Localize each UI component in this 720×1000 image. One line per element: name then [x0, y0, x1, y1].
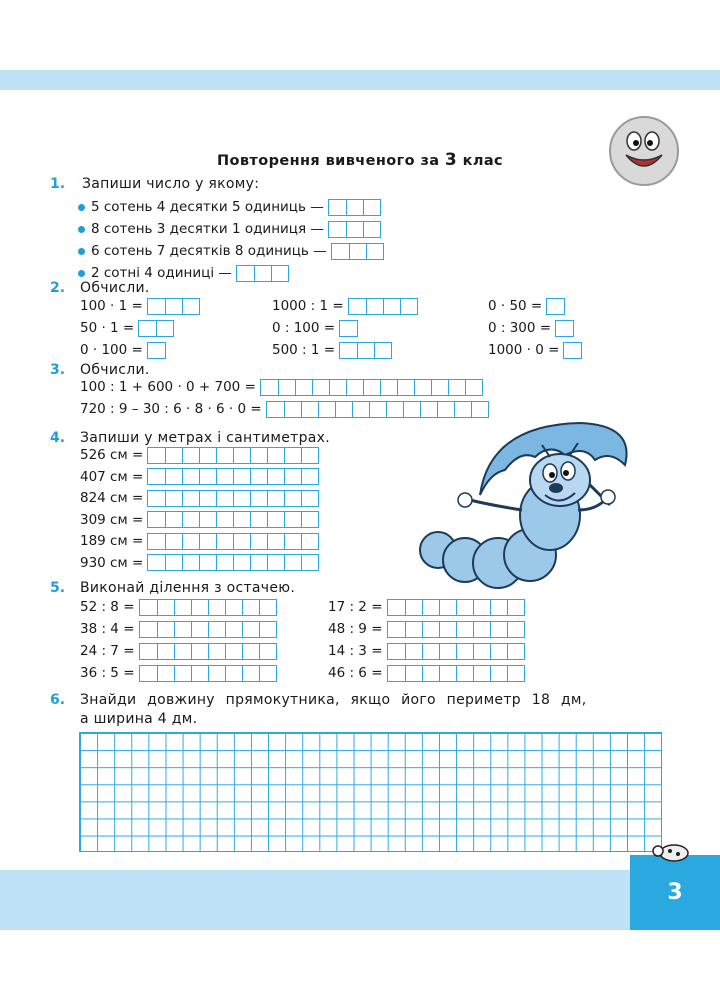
ladybug-icon [648, 840, 692, 862]
answer-boxes[interactable] [147, 342, 166, 359]
answer-cell[interactable] [363, 380, 380, 395]
answer-cell[interactable] [473, 666, 490, 681]
answer-boxes[interactable] [563, 342, 582, 359]
task-4-item [80, 532, 319, 550]
answer-cell[interactable] [439, 666, 456, 681]
answer-boxes[interactable] [328, 221, 381, 238]
answer-cell[interactable] [182, 555, 199, 570]
answer-cell[interactable] [148, 299, 165, 314]
answer-cell[interactable] [284, 491, 301, 506]
task-2-prompt: Обчисли. [80, 280, 150, 296]
answer-cell[interactable] [233, 469, 250, 484]
task-5-item [80, 598, 277, 616]
answer-cell[interactable] [301, 448, 318, 463]
answer-cell[interactable] [233, 534, 250, 549]
answer-cell[interactable] [556, 321, 573, 336]
answer-cell[interactable] [182, 299, 199, 314]
answer-cell[interactable] [439, 644, 456, 659]
answer-cell[interactable] [250, 555, 267, 570]
task-4-item [80, 511, 319, 529]
bullet-icon [78, 226, 85, 233]
answer-cell[interactable] [140, 666, 157, 681]
answer-cell[interactable] [225, 622, 242, 637]
answer-cell[interactable] [366, 244, 383, 259]
answer-cell[interactable] [216, 555, 233, 570]
expression-text: 309 см = [80, 511, 144, 528]
answer-cell[interactable] [216, 491, 233, 506]
answer-boxes[interactable] [139, 665, 277, 682]
answer-cell[interactable] [199, 469, 216, 484]
task-1-prompt: Запиши число у якому: [82, 176, 260, 192]
answer-cell[interactable] [318, 402, 335, 417]
task-3-number: 3. [50, 362, 66, 378]
answer-cell[interactable] [284, 555, 301, 570]
answer-cell[interactable] [191, 600, 208, 615]
bullet-icon [78, 204, 85, 211]
answer-cell[interactable] [388, 622, 405, 637]
answer-cell[interactable] [216, 512, 233, 527]
expression-text: 1000 · 0 = [488, 342, 560, 358]
answer-cell[interactable] [507, 644, 524, 659]
answer-cell[interactable] [490, 622, 507, 637]
answer-cell[interactable] [456, 622, 473, 637]
answer-cell[interactable] [182, 469, 199, 484]
title-main: Повторення вивченого за [216, 153, 440, 169]
answer-cell[interactable] [369, 402, 386, 417]
answer-cell[interactable] [456, 644, 473, 659]
answer-cell[interactable] [301, 469, 318, 484]
expression-text: 14 : 3 = [328, 643, 383, 659]
expression-text: 48 : 9 = [328, 621, 383, 637]
answer-cell[interactable] [301, 512, 318, 527]
answer-cell[interactable] [216, 448, 233, 463]
answer-boxes[interactable] [348, 298, 418, 315]
answer-cell[interactable] [414, 380, 431, 395]
answer-cell[interactable] [182, 491, 199, 506]
answer-cell[interactable] [284, 534, 301, 549]
answer-cell[interactable] [165, 555, 182, 570]
answer-cell[interactable] [329, 222, 346, 237]
answer-cell[interactable] [374, 343, 391, 358]
answer-cell[interactable] [346, 200, 363, 215]
answer-boxes[interactable] [139, 599, 277, 616]
expression-text: 930 см = [80, 554, 144, 571]
answer-cell[interactable] [148, 512, 165, 527]
task-4-item [80, 554, 319, 572]
answer-cell[interactable] [349, 244, 366, 259]
expression-text: 526 см = [80, 447, 144, 463]
answer-cell[interactable] [388, 644, 405, 659]
answer-cell[interactable] [165, 534, 182, 549]
answer-cell[interactable] [363, 222, 380, 237]
expression-text: 5 сотень 4 десятки 5 одиниць — [91, 199, 324, 215]
answer-cell[interactable] [564, 343, 581, 358]
answer-cell[interactable] [225, 600, 242, 615]
answer-cell[interactable] [388, 666, 405, 681]
answer-cell[interactable] [439, 600, 456, 615]
answer-cell[interactable] [174, 622, 191, 637]
task-2-expression [272, 319, 358, 337]
answer-boxes[interactable] [260, 379, 483, 396]
answer-cell[interactable] [422, 600, 439, 615]
answer-cell[interactable] [165, 491, 182, 506]
answer-cell[interactable] [148, 555, 165, 570]
answer-cell[interactable] [383, 299, 400, 314]
answer-boxes[interactable] [331, 243, 384, 260]
task-5-item [80, 642, 277, 660]
answer-boxes[interactable] [147, 447, 319, 464]
answer-cell[interactable] [191, 644, 208, 659]
answer-cell[interactable] [473, 622, 490, 637]
caterpillar-umbrella-illustration [410, 415, 660, 600]
answer-cell[interactable] [261, 380, 278, 395]
answer-cell[interactable] [174, 666, 191, 681]
expression-text: 500 : 1 = [272, 342, 336, 358]
task-6-number: 6. [50, 692, 66, 708]
answer-cell[interactable] [490, 644, 507, 659]
answer-cell[interactable] [148, 469, 165, 484]
answer-cell[interactable] [182, 448, 199, 463]
answer-boxes[interactable] [555, 320, 574, 337]
answer-cell[interactable] [335, 402, 352, 417]
answer-cell[interactable] [422, 666, 439, 681]
answer-cell[interactable] [208, 644, 225, 659]
answer-boxes[interactable] [328, 199, 381, 216]
answer-cell[interactable] [233, 512, 250, 527]
answer-cell[interactable] [225, 666, 242, 681]
answer-cell[interactable] [507, 666, 524, 681]
task-2-number: 2. [50, 280, 66, 296]
expression-text: 824 см = [80, 490, 144, 506]
answer-cell[interactable] [242, 622, 259, 637]
answer-cell[interactable] [405, 644, 422, 659]
answer-cell[interactable] [547, 299, 564, 314]
answer-cell[interactable] [165, 512, 182, 527]
answer-cell[interactable] [400, 299, 417, 314]
answer-cell[interactable] [301, 402, 318, 417]
answer-cell[interactable] [259, 622, 276, 637]
task-1-item [78, 220, 381, 238]
answer-boxes[interactable] [139, 621, 277, 638]
answer-cell[interactable] [191, 666, 208, 681]
answer-cell[interactable] [490, 600, 507, 615]
answer-cell[interactable] [267, 469, 284, 484]
answer-cell[interactable] [157, 644, 174, 659]
task-3-prompt: Обчисли. [80, 362, 150, 378]
answer-cell[interactable] [148, 448, 165, 463]
answer-cell[interactable] [259, 600, 276, 615]
answer-cell[interactable] [340, 343, 357, 358]
answer-cell[interactable] [346, 380, 363, 395]
expression-text: 407 см = [80, 468, 144, 485]
answer-cell[interactable] [157, 600, 174, 615]
task-5-prompt: Виконай ділення з остачею. [80, 580, 296, 596]
answer-cell[interactable] [301, 555, 318, 570]
answer-cell[interactable] [233, 491, 250, 506]
answer-boxes[interactable] [236, 265, 289, 282]
expression-text: 0 : 100 = [272, 320, 336, 336]
answer-boxes[interactable] [387, 621, 525, 638]
task-2-expression [272, 297, 418, 315]
task-5-item [328, 620, 525, 638]
answer-cell[interactable] [140, 600, 157, 615]
expression-text: 1000 : 1 = [272, 298, 344, 314]
answer-cell[interactable] [250, 448, 267, 463]
answer-cell[interactable] [422, 622, 439, 637]
bullet-icon [78, 248, 85, 255]
answer-cell[interactable] [267, 512, 284, 527]
answer-cell[interactable] [284, 469, 301, 484]
answer-cell[interactable] [199, 512, 216, 527]
answer-cell[interactable] [284, 448, 301, 463]
answer-cell[interactable] [507, 622, 524, 637]
answer-cell[interactable] [140, 622, 157, 637]
answer-cell[interactable] [473, 600, 490, 615]
answer-cell[interactable] [267, 491, 284, 506]
answer-cell[interactable] [329, 380, 346, 395]
answer-cell[interactable] [250, 512, 267, 527]
answer-cell[interactable] [267, 534, 284, 549]
answer-cell[interactable] [284, 402, 301, 417]
answer-boxes[interactable] [147, 533, 319, 550]
answer-boxes[interactable] [147, 554, 319, 571]
answer-cell[interactable] [250, 469, 267, 484]
answer-cell[interactable] [332, 244, 349, 259]
answer-boxes[interactable] [138, 320, 174, 337]
answer-cell[interactable] [199, 448, 216, 463]
answer-cell[interactable] [490, 666, 507, 681]
bottom-band [0, 870, 720, 930]
expression-text: 720 : 9 – 30 : 6 · 8 · 6 · 0 = [80, 401, 262, 417]
task-5-item [80, 620, 277, 638]
title-tail: клас [462, 153, 504, 169]
answer-cell[interactable] [278, 380, 295, 395]
answer-cell[interactable] [140, 644, 157, 659]
expression-text: 100 · 1 = [80, 298, 143, 314]
answer-cell[interactable] [237, 266, 254, 281]
answer-cell[interactable] [242, 600, 259, 615]
answer-grid[interactable] [79, 732, 662, 852]
task-5-item [328, 598, 525, 616]
answer-cell[interactable] [456, 600, 473, 615]
answer-cell[interactable] [267, 555, 284, 570]
answer-cell[interactable] [405, 622, 422, 637]
answer-boxes[interactable] [147, 490, 319, 507]
answer-cell[interactable] [431, 380, 448, 395]
answer-cell[interactable] [157, 666, 174, 681]
task-2-expression [272, 341, 392, 359]
task-5-item [80, 664, 277, 682]
bullet-icon [78, 270, 85, 277]
expression-text: 24 : 7 = [80, 643, 135, 659]
answer-cell[interactable] [250, 491, 267, 506]
answer-boxes[interactable] [339, 342, 392, 359]
answer-cell[interactable] [349, 299, 366, 314]
answer-cell[interactable] [456, 666, 473, 681]
answer-cell[interactable] [507, 600, 524, 615]
task-4-item [80, 489, 319, 507]
answer-cell[interactable] [148, 343, 165, 358]
answer-cell[interactable] [405, 666, 422, 681]
answer-cell[interactable] [199, 555, 216, 570]
answer-cell[interactable] [439, 622, 456, 637]
answer-boxes[interactable] [387, 665, 525, 682]
expression-text: 6 сотень 7 десятків 8 одиниць — [91, 243, 327, 259]
expression-text: 46 : 6 = [328, 665, 383, 681]
answer-cell[interactable] [148, 534, 165, 549]
page-number: 3 [630, 855, 720, 930]
answer-cell[interactable] [182, 512, 199, 527]
expression-text: 0 · 100 = [80, 342, 143, 358]
expression-text: 17 : 2 = [328, 599, 383, 615]
answer-cell[interactable] [191, 622, 208, 637]
answer-cell[interactable] [465, 380, 482, 395]
answer-cell[interactable] [295, 380, 312, 395]
answer-boxes[interactable] [387, 599, 525, 616]
task-2-expression [80, 297, 200, 315]
answer-cell[interactable] [397, 380, 414, 395]
answer-cell[interactable] [157, 622, 174, 637]
task-2-expression [80, 319, 174, 337]
answer-cell[interactable] [208, 622, 225, 637]
answer-cell[interactable] [242, 644, 259, 659]
answer-cell[interactable] [199, 534, 216, 549]
answer-cell[interactable] [208, 600, 225, 615]
task-1-item [78, 198, 381, 216]
answer-cell[interactable] [225, 644, 242, 659]
answer-cell[interactable] [271, 266, 288, 281]
expression-text: 52 : 8 = [80, 599, 135, 615]
answer-cell[interactable] [329, 200, 346, 215]
answer-cell[interactable] [165, 448, 182, 463]
answer-cell[interactable] [182, 534, 199, 549]
answer-boxes[interactable] [139, 643, 277, 660]
expression-text: 2 сотні 4 одиниці — [91, 265, 232, 281]
answer-cell[interactable] [165, 299, 182, 314]
task-3-expression [80, 378, 483, 396]
answer-cell[interactable] [216, 534, 233, 549]
expression-text: 189 см = [80, 533, 144, 549]
answer-cell[interactable] [363, 200, 380, 215]
answer-cell[interactable] [199, 491, 216, 506]
page-title [0, 150, 720, 170]
task-2-expression [488, 341, 582, 359]
answer-cell[interactable] [259, 666, 276, 681]
answer-cell[interactable] [156, 321, 173, 336]
answer-boxes[interactable] [147, 298, 200, 315]
answer-cell[interactable] [448, 380, 465, 395]
answer-boxes[interactable] [546, 298, 565, 315]
answer-cell[interactable] [352, 402, 369, 417]
answer-cell[interactable] [380, 380, 397, 395]
answer-cell[interactable] [346, 222, 363, 237]
answer-cell[interactable] [357, 343, 374, 358]
answer-boxes[interactable] [147, 468, 319, 485]
answer-cell[interactable] [267, 448, 284, 463]
task-6-line-2: а ширина 4 дм. [80, 711, 198, 727]
task-4-prompt: Запиши у метрах і сантиметрах. [80, 430, 330, 446]
expression-text: 0 : 300 = [488, 320, 552, 336]
answer-cell[interactable] [242, 666, 259, 681]
expression-text: 0 · 50 = [488, 298, 543, 314]
answer-cell[interactable] [148, 491, 165, 506]
task-6-line-1: Знайди довжину прямокутника, якщо його периметр 18 дм, [80, 692, 587, 708]
expression-text: 100 : 1 + 600 · 0 + 700 = [80, 379, 256, 395]
answer-cell[interactable] [174, 644, 191, 659]
answer-cell[interactable] [340, 321, 357, 336]
title-number: 3 [444, 150, 458, 170]
answer-cell[interactable] [301, 534, 318, 549]
task-2-expression [488, 297, 565, 315]
answer-cell[interactable] [473, 644, 490, 659]
task-4-number: 4. [50, 430, 66, 446]
answer-cell[interactable] [139, 321, 156, 336]
answer-cell[interactable] [165, 469, 182, 484]
answer-boxes[interactable] [339, 320, 358, 337]
task-2-expression [488, 319, 574, 337]
task-1-number: 1. [50, 176, 66, 192]
expression-text: 36 : 5 = [80, 665, 135, 681]
task-4-item [80, 446, 319, 464]
answer-cell[interactable] [208, 666, 225, 681]
answer-cell[interactable] [259, 644, 276, 659]
expression-text: 50 · 1 = [80, 320, 135, 336]
task-2-expression [80, 341, 166, 359]
answer-cell[interactable] [284, 512, 301, 527]
answer-boxes[interactable] [147, 511, 319, 528]
answer-cell[interactable] [267, 402, 284, 417]
answer-cell[interactable] [233, 448, 250, 463]
answer-cell[interactable] [312, 380, 329, 395]
answer-cell[interactable] [174, 600, 191, 615]
answer-cell[interactable] [386, 402, 403, 417]
answer-cell[interactable] [405, 600, 422, 615]
answer-cell[interactable] [422, 644, 439, 659]
task-5-item [328, 642, 525, 660]
task-4-item [80, 468, 319, 486]
answer-cell[interactable] [216, 469, 233, 484]
answer-cell[interactable] [254, 266, 271, 281]
answer-cell[interactable] [233, 555, 250, 570]
expression-text: 38 : 4 = [80, 621, 135, 637]
answer-boxes[interactable] [387, 643, 525, 660]
answer-cell[interactable] [301, 491, 318, 506]
task-5-item [328, 664, 525, 682]
task-1-item [78, 242, 384, 260]
expression-text: 8 сотень 3 десятки 1 одиниця — [91, 221, 324, 237]
answer-cell[interactable] [366, 299, 383, 314]
answer-cell[interactable] [250, 534, 267, 549]
answer-cell[interactable] [388, 600, 405, 615]
task-5-number: 5. [50, 580, 66, 596]
